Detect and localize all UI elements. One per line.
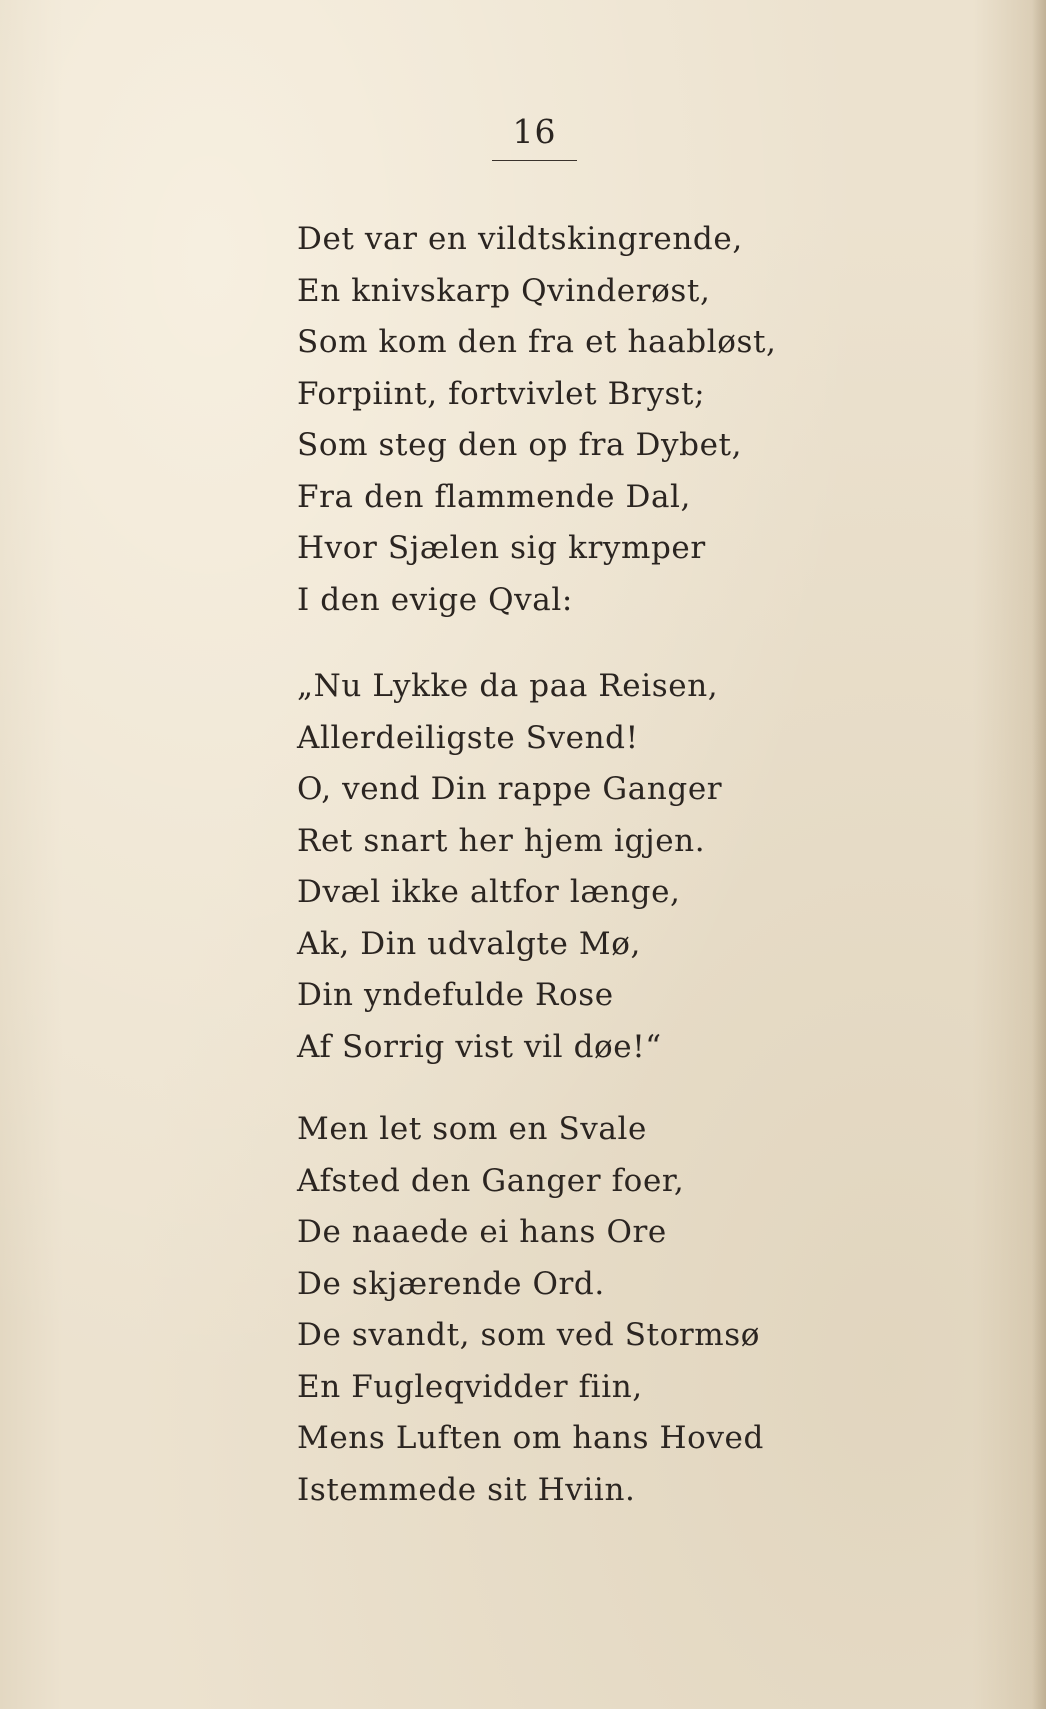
stanza-2 <box>297 661 722 1073</box>
poem-line: Men let som en Svale <box>297 1111 647 1147</box>
poem-line: Forpiint, fortvivlet Bryst; <box>297 375 706 412</box>
poem-line: De naaede ei hans Ore <box>297 1214 667 1250</box>
poem-line: Din yndefulde Rose <box>297 977 614 1013</box>
stanza-3 <box>297 1104 764 1516</box>
poem-line: Ret snart her hjem igjen. <box>297 822 706 859</box>
poem-line: Allerdeiligste Svend! <box>297 719 639 756</box>
stanza-1 <box>297 214 777 626</box>
poem-line: Som steg den op fra Dybet, <box>297 427 743 463</box>
poem-line: Hvor Sjælen sig krymper <box>297 530 706 566</box>
poem-line: Fra den flammende Dal, <box>297 478 691 515</box>
page-edge-shadow <box>1032 0 1046 1709</box>
poem-line: Mens Luften om hans Hoved <box>297 1420 764 1456</box>
poem-line: Ak, Din udvalgte Mø, <box>297 925 641 962</box>
poem-line: O, vend Din rappe Ganger <box>297 771 723 807</box>
poem-line: Dvæl ikke altfor længe, <box>297 874 681 910</box>
poem-line: Det var en vildtskingrende, <box>297 221 743 257</box>
page-number-rule <box>492 160 577 161</box>
poem-line: De skjærende Ord. <box>297 1265 605 1302</box>
poem-line: I den evige Qval: <box>297 581 573 618</box>
poem-line: „Nu Lykke da paa Reisen, <box>297 668 719 704</box>
page-number: 16 <box>512 112 557 151</box>
poem-line: Istemmede sit Hviin. <box>297 1471 636 1508</box>
poem-line: Afsted den Ganger foer, <box>297 1162 685 1199</box>
poem-line: De svandt, som ved Stormsø <box>297 1317 761 1353</box>
poem-line: Af Sorrig vist vil døe!“ <box>297 1028 662 1065</box>
poem-line: Som kom den fra et haabløst, <box>297 324 777 360</box>
poem-line: En Fugleqvidder fiin, <box>297 1368 643 1405</box>
poem-line: En knivskarp Qvinderøst, <box>297 272 711 309</box>
